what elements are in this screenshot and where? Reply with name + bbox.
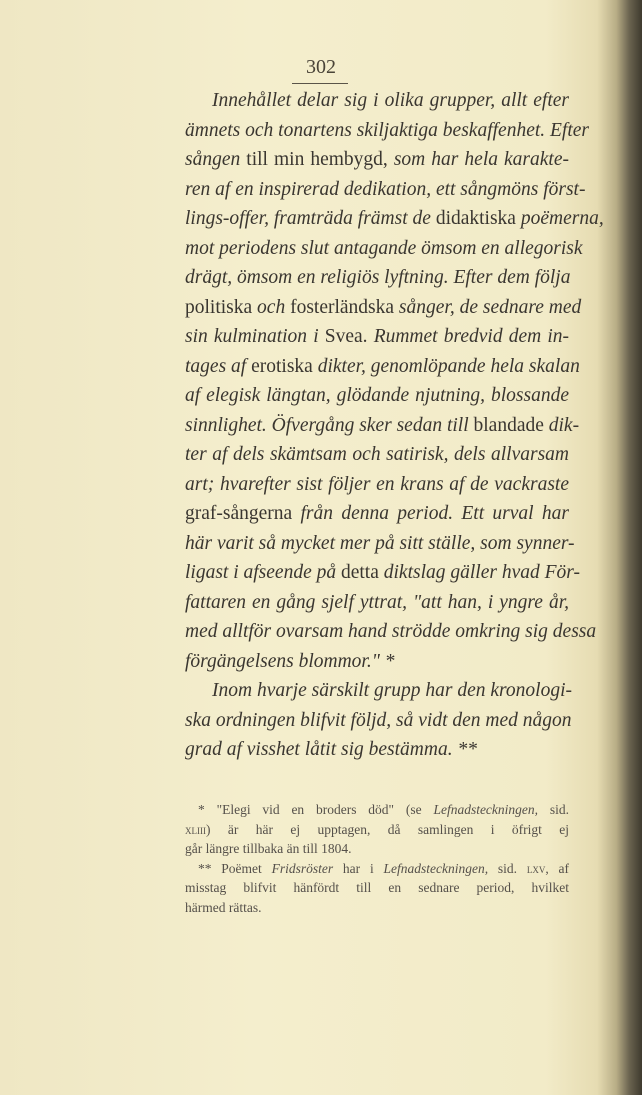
text-segment: ** Poëmet — [198, 860, 272, 876]
text-line — [185, 234, 583, 264]
text-segment: lxv — [526, 860, 546, 876]
text-segment: sånger, de sednare med — [398, 296, 582, 318]
text-segment: här varit så mycket mer på sitt ställe, som synner- — [185, 532, 575, 554]
text-segment: ligast i afseende på — [185, 562, 341, 583]
footnote-line — [185, 800, 569, 820]
page-number: 302 — [306, 56, 336, 78]
text-line — [185, 145, 569, 175]
text-line — [185, 617, 597, 647]
text-line — [185, 293, 582, 323]
text-line — [185, 588, 569, 618]
text-line — [185, 352, 580, 382]
text-segment: Svea. — [324, 326, 374, 347]
footnote-line — [185, 898, 569, 918]
text-line — [185, 116, 590, 146]
text-segment: xliii — [185, 821, 206, 837]
text-segment: Lefnadsteckningen, — [433, 802, 550, 817]
footnotes — [185, 800, 569, 917]
footnote-line — [185, 859, 569, 879]
footnote-line — [185, 820, 569, 840]
text-segment: art; hvarefter sist följer en krans af de vackraste — [185, 473, 569, 495]
text-segment: sinnlighet. Öfvergång sker sedan till — [185, 414, 474, 436]
text-segment: diktslag gäller hvad För- — [383, 562, 580, 583]
text-segment: ska ordningen blifvit följd, så vidt den med någon — [185, 709, 572, 731]
text-segment: grad af visshet låtit sig bestämma. ** — [185, 739, 477, 760]
text-segment: med alltför ovarsam hand strödde omkring sig dessa — [185, 621, 597, 642]
text-line — [185, 499, 569, 529]
text-segment: af elegisk längtan, glödande njutning, blossande — [185, 385, 569, 406]
text-segment: ter af dels skämtsam och satirisk, dels allvarsam — [185, 444, 569, 465]
text-segment: fosterländska — [290, 296, 399, 318]
text-segment: förgängelsens blommor." * — [185, 650, 395, 672]
text-segment: har i — [342, 860, 384, 876]
text-line — [185, 706, 572, 736]
text-segment: ) är här ej upptagen, då samlingen i öfrigt ej — [206, 821, 569, 837]
text-segment: dikter, genomlöpande hela skalan — [317, 355, 580, 377]
text-segment: ren af en inspirerad dedikation, ett sångmöns först- — [185, 178, 586, 200]
footnote-line — [185, 878, 569, 898]
text-segment: mot periodens slut antagande ömsom en allegorisk — [185, 237, 583, 259]
text-segment: blandade — [473, 414, 549, 436]
text-segment: sid. — [497, 860, 527, 876]
text-segment: erotiska — [251, 355, 318, 377]
text-line — [185, 529, 575, 559]
text-segment: Innehållet delar sig i olika grupper, allt efter — [212, 90, 569, 111]
text-line — [185, 263, 569, 293]
text-segment: sin kulmination i — [185, 326, 325, 347]
text-segment: , af — [545, 860, 569, 876]
text-segment: Fridsröster — [271, 860, 343, 876]
text-line — [185, 204, 604, 234]
text-segment: fattaren en gång sjelf yttrat, "att han, i yngre år, — [185, 591, 569, 613]
text-line — [185, 558, 580, 588]
text-segment: till min hembygd, — [240, 149, 394, 170]
text-segment: didaktiska — [435, 208, 521, 229]
text-line — [185, 676, 572, 706]
text-line — [185, 411, 580, 441]
text-segment: sid. — [549, 802, 569, 817]
text-segment: lings-offer, framträda främst de — [185, 208, 436, 229]
text-segment: detta — [340, 562, 384, 583]
text-segment: härmed rättas. — [185, 899, 262, 915]
text-segment: Rummet bredvid dem in- — [373, 326, 569, 347]
text-segment: dik- — [548, 414, 580, 436]
text-segment: * "Elegi vid en broders död" (se — [198, 802, 434, 817]
footnote-line — [185, 839, 569, 859]
text-segment: och — [257, 296, 291, 318]
text-segment: Inom hvarje särskilt grupp har den kronologi- — [212, 680, 572, 701]
text-line — [185, 322, 569, 352]
text-segment: tages af — [185, 355, 252, 377]
text-segment: går längre tillbaka än till 1804. — [185, 841, 352, 856]
header-rule — [292, 83, 348, 84]
text-line — [185, 86, 569, 116]
text-line — [185, 647, 569, 677]
text-segment: sången — [185, 149, 241, 170]
text-segment: drägt, ömsom en religiös lyftning. Efter dem följa — [185, 267, 571, 288]
text-line — [185, 440, 569, 470]
text-segment: ämnets och tonartens skiljaktiga beskaffenhet. Efter — [185, 119, 590, 141]
text-line — [185, 735, 569, 765]
text-line — [185, 175, 586, 205]
text-segment: från denna period. Ett urval har — [300, 503, 569, 524]
text-segment: graf-sångerna — [185, 503, 301, 524]
text-segment: som har hela karakte- — [393, 149, 569, 170]
text-segment: poëmerna, — [520, 208, 604, 229]
text-line — [185, 381, 569, 411]
text-segment: Lefnadsteckningen, — [383, 860, 498, 876]
body-text — [185, 86, 604, 765]
text-segment: misstag blifvit hänfördt till en sednare period, hvilket — [185, 880, 569, 895]
text-segment: politiska — [185, 296, 258, 318]
text-line — [185, 470, 569, 500]
